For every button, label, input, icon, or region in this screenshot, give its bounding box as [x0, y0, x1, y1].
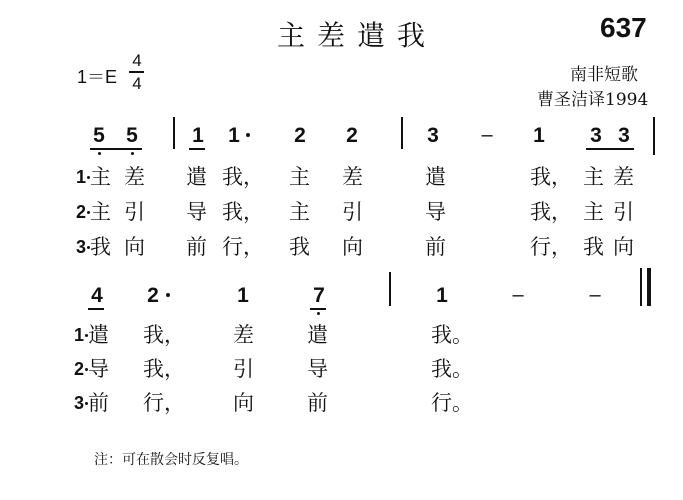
barline [653, 117, 655, 155]
lyric: 我， [222, 165, 264, 189]
augmentation-dot [246, 133, 250, 137]
lyric: 向 [613, 235, 634, 259]
low-octave-dot [317, 312, 320, 315]
barline [389, 272, 391, 306]
lyric: 我。 [431, 357, 473, 381]
lyric: 遣 [88, 323, 109, 347]
final-barline-thick [647, 268, 651, 306]
hymn-title: 主差遣我 [277, 19, 438, 52]
hold-dash: – [481, 124, 493, 146]
eighth-beam [88, 308, 104, 310]
lyric: 差 [124, 165, 145, 189]
hold-dash: – [589, 284, 601, 306]
note: 2 [147, 284, 159, 307]
verse-number: 3 [76, 237, 87, 257]
verse-number: 2 [74, 359, 85, 379]
lyric: 向 [342, 235, 363, 259]
lyric: 主 [583, 200, 604, 224]
note: 5 [93, 124, 105, 147]
verse-number: 3 [74, 393, 85, 413]
lyric: 前 [425, 235, 446, 259]
lyric: 差 [233, 323, 254, 347]
key-signature: 1＝E [77, 67, 118, 87]
lyric: 前 [307, 391, 328, 415]
barline [401, 117, 403, 149]
hold-dash: – [512, 284, 524, 306]
lyric: 遣 [425, 165, 446, 189]
lyric: 我。 [431, 323, 473, 347]
verse-number: 2 [76, 202, 87, 222]
note: 5 [126, 124, 138, 147]
final-barline-thin [640, 268, 642, 306]
low-octave-dot [98, 152, 101, 155]
note: 1 [436, 284, 448, 307]
note: 3 [427, 124, 439, 147]
translator-credit: 曹圣洁译1994 [537, 90, 649, 110]
lyric: 向 [124, 235, 145, 259]
note: 2 [294, 124, 306, 147]
lyric: 我， [143, 323, 185, 347]
note: 1 [533, 124, 545, 147]
lyric: 主 [289, 200, 310, 224]
verse-number: 1 [74, 325, 85, 345]
lyric: 主 [289, 165, 310, 189]
lyric: 导 [307, 357, 328, 381]
lyric: 我 [583, 235, 604, 259]
lyric: 导 [425, 200, 446, 224]
lyric: 行， [530, 235, 572, 259]
eighth-beam [189, 148, 205, 150]
lyric: 我， [222, 200, 264, 224]
lyric: 遣 [307, 323, 328, 347]
lyric: 导 [186, 200, 207, 224]
lyric: 我 [90, 235, 111, 259]
lyric: 引 [124, 200, 145, 224]
lyric: 差 [613, 165, 634, 189]
note: 1 [192, 124, 204, 147]
time-signature-bottom: 4 [132, 74, 142, 93]
hymn-number: 637 [600, 12, 647, 43]
footnote: 注：可在散会时反复唱。 [94, 452, 248, 468]
origin-credit: 南非短歌 [570, 65, 638, 85]
lyric: 向 [233, 391, 254, 415]
verse-number: 1 [76, 167, 87, 187]
low-octave-dot [131, 152, 134, 155]
note: 4 [91, 284, 103, 307]
lyric: 主 [90, 165, 111, 189]
lyric: 差 [342, 165, 363, 189]
eighth-beam [586, 148, 634, 150]
lyric: 我， [530, 165, 572, 189]
lyric: 行， [222, 235, 264, 259]
lyric: 引 [233, 357, 254, 381]
lyric: 我 [289, 235, 310, 259]
note: 1 [228, 124, 240, 147]
lyric: 行， [143, 391, 185, 415]
time-signature-line [129, 71, 144, 73]
lyric: 前 [186, 235, 207, 259]
augmentation-dot [166, 293, 170, 297]
lyric: 行。 [431, 391, 473, 415]
time-signature-top: 4 [132, 51, 142, 70]
lyric: 遣 [186, 165, 207, 189]
lyric: 引 [613, 200, 634, 224]
eighth-beam [90, 148, 142, 150]
lyric: 主 [90, 200, 111, 224]
lyric: 我， [530, 200, 572, 224]
eighth-beam [310, 308, 326, 310]
lyric: 主 [583, 165, 604, 189]
lyric: 我， [143, 357, 185, 381]
note: 7 [313, 284, 325, 307]
barline [173, 117, 175, 149]
lyric: 前 [88, 391, 109, 415]
lyric: 引 [342, 200, 363, 224]
note: 3 [590, 124, 602, 147]
lyric: 导 [88, 357, 109, 381]
note: 2 [346, 124, 358, 147]
note: 1 [237, 284, 249, 307]
note: 3 [618, 124, 630, 147]
